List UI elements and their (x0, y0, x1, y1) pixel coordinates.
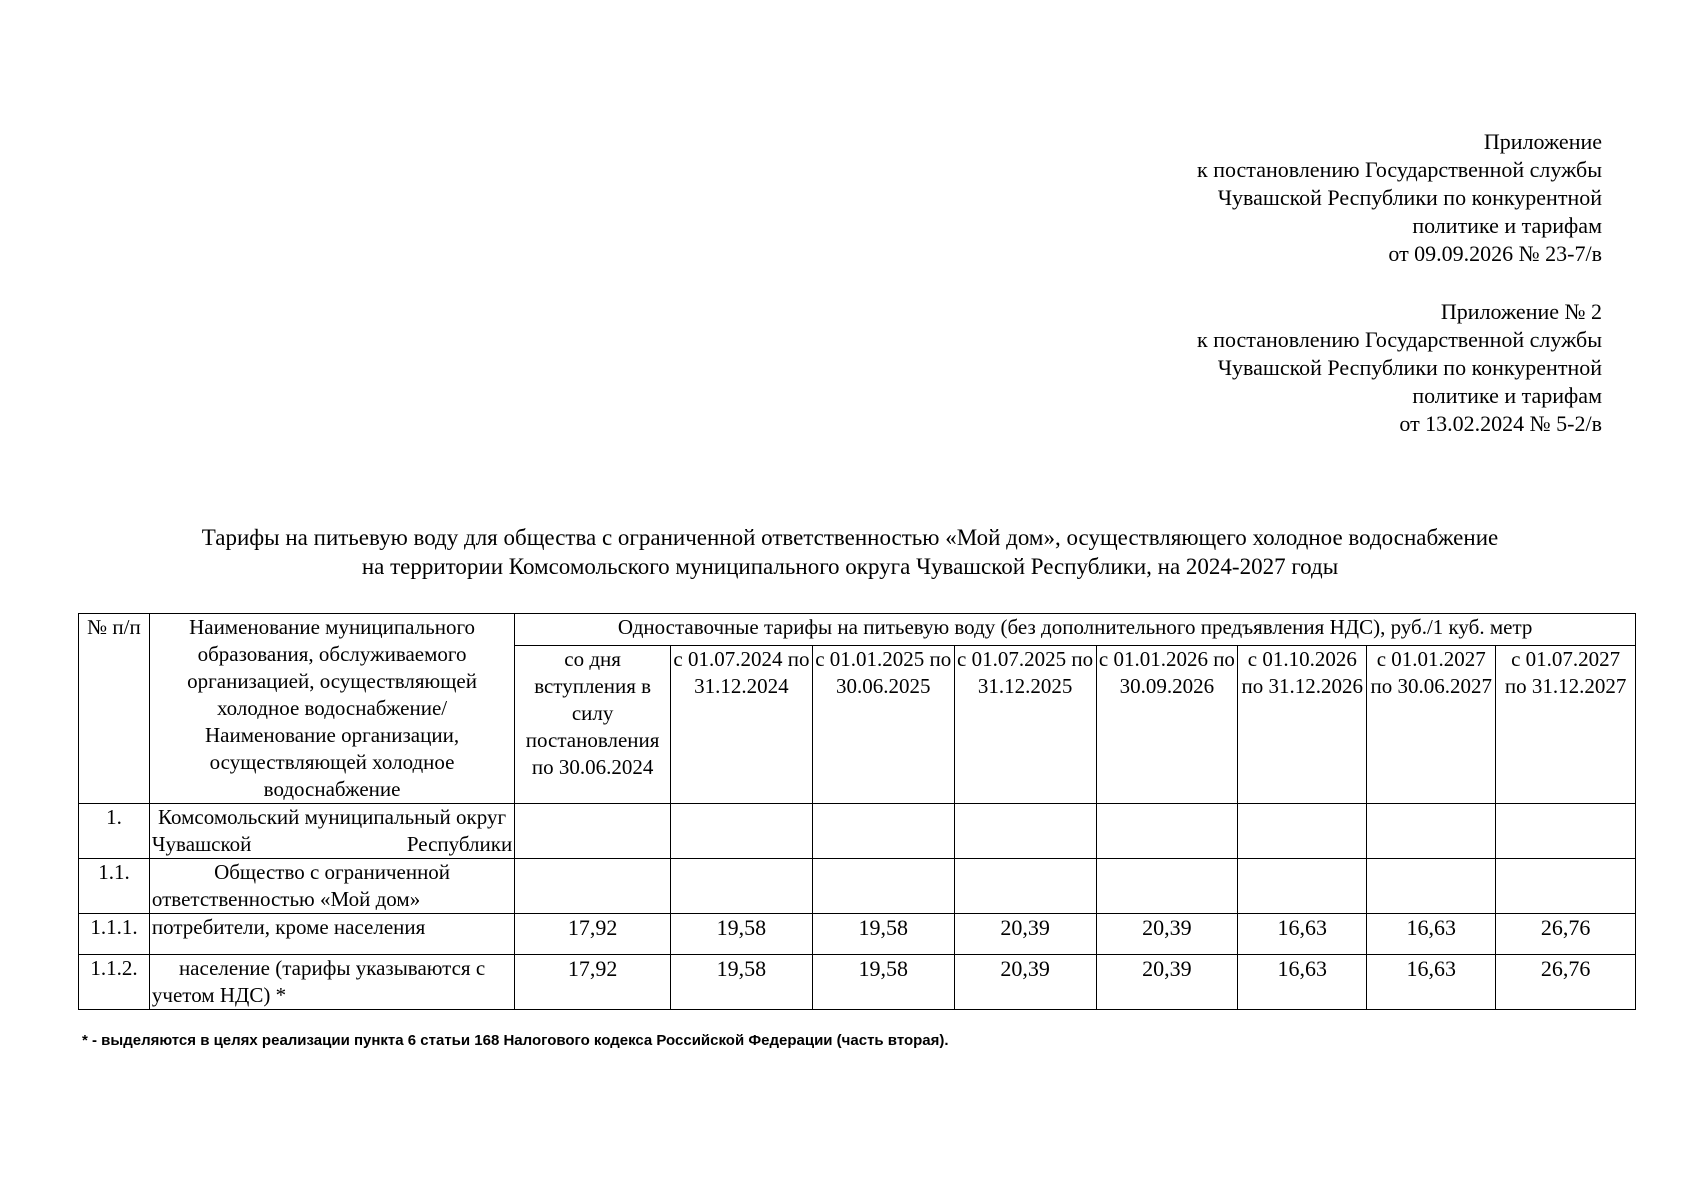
tariff-value: 16,63 (1367, 914, 1496, 955)
tariff-value (954, 859, 1096, 914)
tariff-value: 19,58 (812, 914, 954, 955)
tariff-value: 16,63 (1367, 955, 1496, 1010)
row-number: 1.1.2. (79, 955, 150, 1010)
table-row (79, 804, 1636, 859)
appendix-line: к постановлению Государственной службы (1197, 157, 1602, 182)
appendix-line: политике и тарифам (1412, 383, 1602, 408)
tariff-value: 17,92 (515, 955, 671, 1010)
appendix-header-original (1082, 298, 1602, 438)
appendix-line: от 09.09.2026 № 23-7/в (1388, 241, 1602, 266)
tariff-value: 16,63 (1238, 914, 1367, 955)
document-title-line: на территории Комсомольского муниципального округа Чувашской Республики, на 2024-2027 годы (361, 554, 1339, 579)
tariff-value (671, 804, 813, 859)
tariff-value: 19,58 (671, 955, 813, 1010)
appendix-line: Чувашской Республики по конкурентной (1217, 355, 1602, 380)
table-row (79, 955, 1636, 1010)
tariff-value (1238, 859, 1367, 914)
column-header-period: с 01.10.2026 по 31.12.2026 (1238, 646, 1367, 804)
column-header-period: с 01.07.2025 по 31.12.2025 (954, 646, 1096, 804)
tariff-value: 19,58 (812, 955, 954, 1010)
tariff-value (1496, 804, 1636, 859)
appendix-line: от 13.02.2024 № 5-2/в (1399, 411, 1602, 436)
row-name: потребители, кроме населения (149, 914, 514, 955)
table-row (79, 914, 1636, 955)
tariff-value (671, 859, 813, 914)
column-header-period: с 01.07.2024 по 31.12.2024 (671, 646, 813, 804)
tariff-value: 17,92 (515, 914, 671, 955)
row-name: Комсомольский муниципальный округ Чувашской Республики (149, 804, 514, 859)
tariff-value: 19,58 (671, 914, 813, 955)
row-number: 1.1. (79, 859, 150, 914)
document-title-line: Тарифы на питьевую воду для общества с ограниченной ответственностью «Мой дом», осуществляющего холодное водоснабжение (201, 525, 1499, 550)
tariff-value: 20,39 (1096, 914, 1238, 955)
footnote: * - выделяются в целях реализации пункта 6 статьи 168 Налогового кодекса Российской Федерации (часть вторая). (82, 1032, 949, 1049)
appendix-line: Приложение (1483, 129, 1602, 154)
row-name: Общество с ограниченной ответственностью «Мой дом» (149, 859, 514, 914)
row-name: население (тарифы указываются с учетом НДС) * (149, 955, 514, 1010)
column-header-period: со дня вступления в силу постановления по 30.06.2024 (515, 646, 671, 804)
tariff-value (812, 804, 954, 859)
document-title (60, 523, 1640, 581)
tariff-value: 26,76 (1496, 914, 1636, 955)
tariff-value: 20,39 (954, 955, 1096, 1010)
tariff-value (1096, 859, 1238, 914)
tariff-value: 26,76 (1496, 955, 1636, 1010)
row-number: 1.1.1. (79, 914, 150, 955)
column-header-tariff-group: Одноставочные тарифы на питьевую воду (без дополнительного предъявления НДС), руб./1 куб. метр (515, 614, 1636, 646)
column-header-period: с 01.01.2026 по 30.09.2026 (1096, 646, 1238, 804)
appendix-line: Приложение № 2 (1440, 299, 1602, 324)
column-header-period: с 01.01.2027 по 30.06.2027 (1367, 646, 1496, 804)
column-header-period: с 01.07.2027 по 31.12.2027 (1496, 646, 1636, 804)
tariff-value (1496, 859, 1636, 914)
appendix-line: Чувашской Республики по конкурентной (1217, 185, 1602, 210)
tariff-value: 20,39 (1096, 955, 1238, 1010)
tariff-value (954, 804, 1096, 859)
table-header-row (79, 614, 1636, 646)
row-number: 1. (79, 804, 150, 859)
tariff-table (78, 613, 1636, 1010)
tariff-value (1367, 804, 1496, 859)
appendix-header-current (1082, 128, 1602, 268)
tariff-value (1238, 804, 1367, 859)
tariff-value (515, 859, 671, 914)
tariff-value: 20,39 (954, 914, 1096, 955)
tariff-value (515, 804, 671, 859)
table-row (79, 859, 1636, 914)
appendix-line: политике и тарифам (1412, 213, 1602, 238)
column-header-period: с 01.01.2025 по 30.06.2025 (812, 646, 954, 804)
appendix-line: к постановлению Государственной службы (1197, 327, 1602, 352)
tariff-value (1096, 804, 1238, 859)
column-header-name: Наименование муниципального образования, обслуживаемого организацией, осуществляющей холодное водоснабжение/Наименование организации, осуществляющей холодное водоснабжение (149, 614, 514, 804)
tariff-value: 16,63 (1238, 955, 1367, 1010)
tariff-value (1367, 859, 1496, 914)
column-header-num: № п/п (79, 614, 150, 804)
tariff-value (812, 859, 954, 914)
